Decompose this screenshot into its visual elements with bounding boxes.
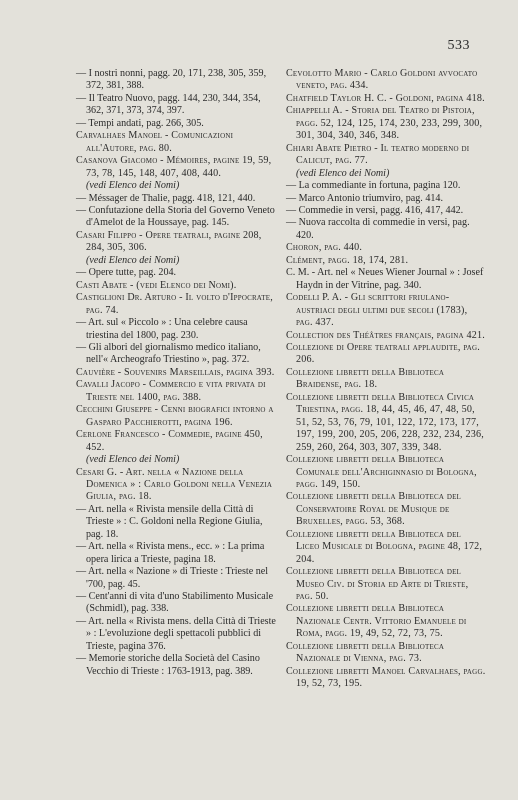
index-entry: — La commediante in fortuna, pagina 120. [286,180,461,192]
index-entry: — Gli albori del giornalismo medico italiano, nell'« Archeografo Triestino », pag. 372. [76,341,261,366]
index-entry: Collezione libretti della Biblioteca Braidense, pag. 18. [286,366,445,391]
index-entry: Collezione di Opere teatrali applaudite, pag. 206. [286,341,481,366]
index-entry: Collezione libretti della Biblioteca Nazionale Centr. Vittorio Emanuele di Roma, pagg. 19, 49, 52, 72, 73, 75. [286,603,467,640]
index-entry: Cavalli Jacopo - Commercio e vita privata di Trieste nel 1400, pag. 388. [76,379,266,403]
index-column-right [286,68,486,691]
index-entry: Chiari Abate Pietro - Il teatro moderno di Calicut, pag. 77. [286,142,470,167]
index-entry: — Il Teatro Nuovo, pagg. 144, 230, 344, 354, 362, 371, 373, 374, 397. [76,92,261,117]
index-entry: Collezione libretti Manoel Carvalhaes, pagg. 19, 52, 73, 195. [286,665,486,690]
index-entry: Casti Abate - (vedi Elenco dei Nomi). [76,279,237,291]
index-entry: Collezione libretti della Biblioteca del Liceo Musicale di Bologna, pagine 48, 172, 204. [286,528,483,565]
index-entry: Choron, pag. 440. [286,242,363,254]
index-entry: — Art. nella « Rivista mens. della Città di Trieste » : L'evoluzione degli spettacoli pubblici di Trieste, pagina 376. [76,615,276,652]
index-entry: Collezione libretti della Biblioteca del Conservatoire Royal de Musique de Bruxelles, pagg. 53, 368. [286,491,462,528]
index-entry: Codelli P. A. - Gli scrittori friulano-austriaci degli ultimi due secoli (1783), pag. 437. [286,292,468,329]
index-entry: Clément, pagg. 18, 174, 281. [286,254,409,266]
index-entry: — Art. nella « Rivista mens., ecc. » : La prima opera lirica a Trieste, pagina 18. [76,541,265,565]
index-entry: — Marco Antonio triumviro, pag. 414. [286,192,443,204]
index-entry: — I nostri nonni, pagg. 20, 171, 238, 305, 359, 372, 381, 388. [76,68,267,92]
index-entry: — Méssager de Thalie, pagg. 418, 121, 440. [76,192,256,204]
index-entry: — Tempi andati, pag. 266, 305. [76,117,204,129]
index-entry: — Memorie storiche della Società del Casino Vecchio di Trieste : 1763-1913, pag. 389. [76,653,260,677]
index-entry: Cesari G. - Art. nella « Nazione della Domenica » : Carlo Goldoni nella Venezia Giulia, pag. 18. [76,466,273,503]
index-entry: Carvalhaes Manoel - Comunicazioni all'Autore, pag. 80. [76,130,234,154]
index-entry: Casanova Giacomo - Mémoires, pagine 19, 59, 73, 78, 145, 148, 407, 408, 440. [76,155,272,179]
index-entry: Cecchini Giuseppe - Cenni biografici intorno a Gasparo Pacchierotti, pagina 196. [76,404,274,428]
index-entry: Castiglioni Dr. Arturo - Il volto d'Ippocrate, pag. 74. [76,292,273,316]
index-entry: Collezione libretti della Biblioteca Civica Triestina, pagg. 18, 44, 45, 46, 47, 48, 50, 51, 52, 53, 76, 79, 101, 122, 172, 173, 177, 197, 199, 200, 205, 206, 228, 232, 234, 236, 259, 260, 264, 303, 307, 339, 348. [286,391,484,453]
index-entry: Chatfield Taylor H. C. - Goldoni, pagina 418. [286,92,485,104]
index-entry: — Art. nella « Rivista mensile della Città di Trieste » : C. Goldoni nella Regione Giulia, pag. 18. [76,503,263,540]
index-entry: — Nuova raccolta di commedie in versi, pag. 420. [286,217,470,241]
page-number: 533 [447,38,470,53]
index-entry: Cerlone Francesco - Commedie, pagine 450, 452. [76,429,263,453]
index-entry: C. M. - Art. nel « Neues Wiener Journal » : Josef Haydn in der Vitrine, pag. 340. [286,267,484,291]
index-entry: Collection des Théâtres français, pagina 421. [286,329,485,341]
index-entry: — Art. nella « Nazione » di Trieste : Trieste nel '700, pag. 45. [76,566,269,590]
index-entry: — Commedie in versi, pagg. 416, 417, 442. [286,204,464,216]
index-entry: Cevolotto Mario - Carlo Goldoni avvocato veneto, pag. 434. [286,68,478,92]
index-entry: — Confutazione della Storia del Governo Veneto d'Amelot de la Houssaye, pag. 145. [76,204,275,229]
index-entry: Cauvière - Souvenirs Marseillais, pagina 393. [76,366,275,378]
index-entry: Collezione libretti della Biblioteca Nazionale di Vienna, pag. 73. [286,640,445,665]
index-entry-see-also: (vedi Elenco dei Nomi) [86,180,180,192]
index-entry-see-also: (vedi Elenco dei Nomi) [296,167,390,179]
index-entry: Collezione libretti della Biblioteca del Museo Civ. di Storia ed Arte di Trieste, pag. 50. [286,566,469,603]
index-column-left [76,68,276,678]
index-entry: — Art. sul « Piccolo » : Una celebre causa triestina del 1800, pag. 230. [76,317,248,341]
index-entry: — Cent'anni di vita d'uno Stabilimento Musicale (Schmidl), pag. 338. [76,591,274,615]
index-entry: Collezione libretti della Biblioteca Comunale dell'Archiginnasio di Bologna, pagg. 149, 150. [286,454,477,490]
index-entry: Casari Filippo - Opere teatrali, pagine 208, 284, 305, 306. [76,229,262,254]
index-entry: — Opere tutte, pag. 204. [76,267,177,279]
index-entry-see-also: (vedi Elenco dei Nomi) [86,454,180,466]
index-entry: Chiappelli A. - Storia del Teatro di Pistoia, pagg. 52, 124, 125, 174, 230, 233, 299, 300, 301, 304, 340, 346, 348. [286,105,483,142]
index-entry-see-also: (vedi Elenco dei Nomi) [86,254,180,266]
